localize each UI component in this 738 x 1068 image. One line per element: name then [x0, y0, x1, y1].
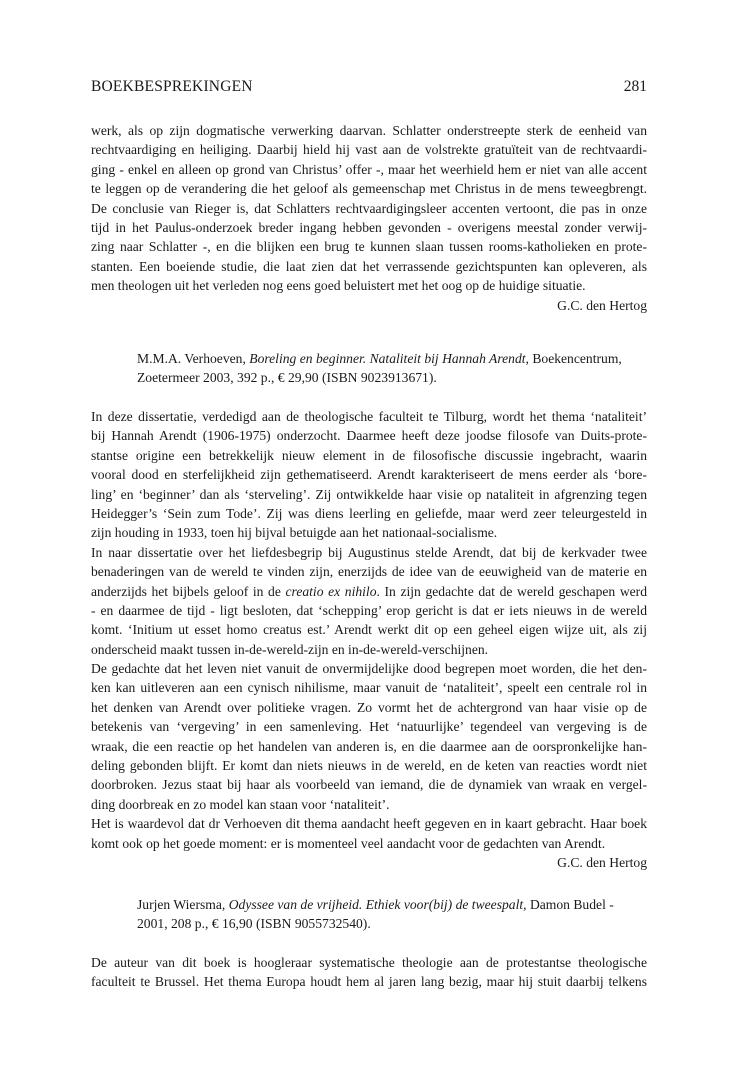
text-line: tijd in het Paulus-onderzoek breder ingang hebben gevonden - overigens meestal zonder verwij-	[91, 219, 647, 235]
text-line: ling’ en ‘beginner’ dan als ‘sterveling’. Zij ontwikkelde haar visie op nataliteit in afgrenzing tegen	[91, 486, 647, 502]
text-line: werk, als op zijn dogmatische verwerking daarvan. Schlatter onderstreepte sterk de eenheid van	[91, 123, 647, 138]
review-2-citation	[91, 349, 647, 388]
text-line: stantse origine een betrekkelijk nieuw element in de filosofische discussie ingebracht, waarin	[91, 447, 647, 463]
citation-line: 2001, 208 p., € 16,90 (ISBN 9055732540).	[137, 916, 371, 932]
review-1-tail	[91, 121, 647, 315]
text-line: bij Hannah Arendt (1906-1975) onderzocht. Daarmee heeft deze joodse filosofe van Duits-prote-	[91, 428, 647, 444]
page-header	[91, 78, 647, 98]
text-line: De conclusie van Rieger is, dat Schlatters rechtvaardigingsleer accenten vertoont, die pas in onze	[91, 200, 647, 216]
text-line: onderscheid maakt tussen in-de-wereld-zijn en in-de-wereld-verschijnen.	[91, 641, 489, 657]
page-number: 281	[623, 78, 647, 95]
book-title: Odyssee van de vrijheid. Ethiek voor(bij) de tweespalt	[228, 897, 524, 912]
text-line: De auteur van dit boek is hoogleraar systematische theologie aan de protestantse theologische	[91, 955, 647, 970]
text-line: zijn houding in 1933, toen hij bijval betuigde aan het nationaal-socialisme.	[91, 525, 498, 541]
text-line: faculteit te Brussel. Het thema Europa houdt hem al jaren lang bezig, maar hij stuit daarbij telkens	[91, 974, 647, 990]
text-line: ken kan uitleveren aan een cynisch nihilisme, maar vanuit de ‘nataliteit’, speelt een centrale rol in	[91, 680, 647, 696]
text-line: wraak, die een reactie op het handelen van anderen is, en die daarmee aan de oorspronkelijke han-	[91, 738, 647, 754]
text-line: benaderingen van de wereld te vinden zijn, enerzijds de idee van de eeuwigheid van de materie en	[91, 564, 647, 580]
running-head: BOEKBESPREKINGEN	[91, 78, 253, 95]
text-line: men theologen uit het verleden nog eens goed beluistert met het oog op de huidige situatie.	[91, 278, 586, 294]
citation-author: M.M.A. Verhoeven,	[137, 351, 250, 366]
text-line: komt ook op het goede moment: er is momenteel veel aandacht voor de gedachten van Arendt.	[91, 835, 606, 851]
citation-line	[91, 349, 647, 368]
reviewer-signature: G.C. den Hertog	[557, 854, 647, 870]
review-2-body	[91, 407, 647, 872]
text-line: De gedachte dat het leven niet vanuit de onvermijdelijke dood begrepen moet worden, die het den-	[91, 661, 647, 677]
text-line: het denken van Arendt over politieke vragen. Zo vormt het de achtergrond van haar visie op de	[91, 699, 647, 715]
text-line: rechtvaardiging en heiliging. Daarbij hield hij vast aan de volstrekte gratuïteit van de rechtvaardi-	[91, 142, 647, 158]
book-title: Boreling en beginner. Nataliteit bij Hannah Arendt	[249, 351, 526, 366]
citation-publisher: , Boekencentrum,	[525, 351, 622, 366]
text-line: anderzijds het bijbels geloof in de creatio ex nihilo. In zijn gedachte dat de wereld geschapen werd	[91, 583, 647, 599]
text-line: doorbroken. Jezus staat bij haar als voorbeeld van iemand, die de dynamiek van wraak en vergel-	[91, 777, 647, 793]
citation-line: Zoetermeer 2003, 392 p., € 29,90 (ISBN 9023913671).	[137, 370, 437, 386]
text-line: Het is waardevol dat dr Verhoeven dit thema aandacht heeft gegeven en in kaart gebracht. Haar boek	[91, 816, 647, 832]
text-line: - en daarmee de tijd - ligt besloten, dat ‘schepping’ erop gericht is dat er iets nieuws in de wereld	[91, 602, 647, 618]
text-line: deling gebonden blijft. Er komt dan niets nieuws in de wereld, en de keten van reacties wordt niet	[91, 758, 647, 774]
review-3-citation	[91, 895, 647, 934]
text-line: ding doorbreak en zo model kan staan voor ‘nataliteit’.	[91, 796, 390, 812]
text-line: te leggen op de verandering die het geloof als gemeenschap met Christus in de mens teweegbrengt.	[91, 181, 647, 197]
review-3-body	[91, 953, 647, 992]
citation-author: Jurjen Wiersma,	[137, 897, 229, 912]
latin-phrase: creatio ex nihilo	[285, 583, 377, 599]
text-line: komt. ‘Initium ut esset homo creatus est.’ Arendt werkt dit op een geheel eigen wijze uit, als zij	[91, 622, 647, 638]
citation-publisher: , Damon Budel -	[523, 897, 614, 912]
reviewer-signature: G.C. den Hertog	[557, 297, 647, 313]
text-line: In naar dissertatie over het liefdesbegrip bij Augustinus stelde Arendt, dat bij de kerkvader twee	[91, 544, 647, 560]
text-line: betekenis van ‘vergeving’ in een samenleving. Het ‘natuurlijke’ tegendeel van vergeving is de	[91, 719, 647, 735]
text-line: stanten. Een boeiende studie, die laat zien dat het verrassende gezichtspunten kan opleveren, als	[91, 258, 647, 274]
text-line: zing naar Schlatter -, en die blijken een brug te kunnen slaan tussen rooms-katholieken en prote-	[91, 239, 647, 255]
text-line: Heidegger’s ‘Sein zum Tode’. Zij was diens leerling en geliefde, maar werd zeer teleurgesteld in	[91, 505, 647, 521]
citation-line	[91, 895, 647, 914]
text-line: vooral dood en sterfelijkheid zijn gethematiseerd. Arendt karakteriseert de mens eerder als ‘bore-	[91, 467, 647, 483]
text-line: In deze dissertatie, verdedigd aan de theologische faculteit te Tilburg, wordt het thema ‘nataliteit’	[91, 409, 647, 424]
text-line: ging - enkel en alleen op grond van Christus’ offer -, maar het weerhield hem er niet van alle accent	[91, 161, 647, 177]
